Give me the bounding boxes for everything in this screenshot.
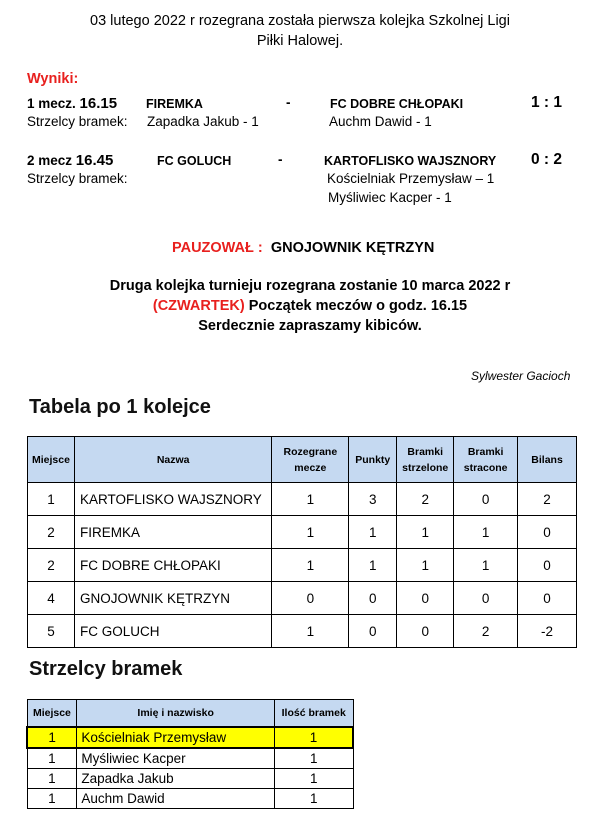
conceded-cell: 0	[454, 582, 518, 615]
match2-score: 0 : 2	[531, 151, 563, 168]
header-name: Nazwa	[74, 437, 271, 483]
match1-score: 1 : 1	[531, 94, 563, 111]
match2-scorer-2: Myśliwiec Kacper - 1	[328, 190, 452, 205]
header-place: Miejsce	[27, 700, 77, 728]
goals-cell: 1	[274, 769, 353, 789]
balance-cell: 2	[518, 483, 577, 516]
played-cell: 1	[272, 615, 349, 648]
match2-away-team: KARTOFLISKO WAJSZNORY	[324, 154, 497, 168]
scored-cell: 1	[397, 516, 454, 549]
played-cell: 1	[272, 549, 349, 582]
conceded-cell: 1	[454, 549, 518, 582]
match2-dash: -	[278, 152, 283, 167]
match1-scorers-away: Auchm Dawid - 1	[329, 114, 432, 129]
player-name-cell: Auchm Dawid	[77, 789, 275, 809]
team-name-cell: FIREMKA	[74, 516, 271, 549]
place-cell: 1	[28, 483, 75, 516]
table-row	[28, 615, 577, 648]
place-cell: 2	[28, 516, 75, 549]
announcement-line-2: (CZWARTEK) Początek meczów o godz. 16.15	[152, 298, 468, 314]
scored-cell: 2	[397, 483, 454, 516]
points-cell: 3	[349, 483, 397, 516]
place-cell: 4	[28, 582, 75, 615]
place-cell: 1	[27, 789, 77, 809]
header-scored: Bramki strzelone	[397, 437, 454, 483]
points-cell: 1	[349, 516, 397, 549]
table-row	[28, 483, 577, 516]
points-cell: 1	[349, 549, 397, 582]
goals-cell: 1	[274, 789, 353, 809]
match1-scorers-label: Strzelcy bramek:	[27, 114, 128, 129]
header-points: Punkty	[349, 437, 397, 483]
place-cell: 1	[27, 748, 77, 769]
match1-scorers-home: Zapadka Jakub - 1	[147, 114, 259, 129]
announcement-line-1: Druga kolejka turnieju rozegrana zostanie 10 marca 2022 r	[109, 278, 511, 294]
place-cell: 2	[28, 549, 75, 582]
conceded-cell: 0	[454, 483, 518, 516]
standings-header-row	[28, 437, 577, 483]
match2-scorers-label: Strzelcy bramek:	[27, 171, 128, 186]
player-name-cell: Zapadka Jakub	[77, 769, 275, 789]
signature: Sylwester Gacioch	[471, 369, 571, 383]
scored-cell: 0	[397, 615, 454, 648]
table-row	[28, 516, 577, 549]
match1-label: 1 mecz. 16.15	[27, 95, 118, 112]
header-played: Rozegrane mecze	[272, 437, 349, 483]
place-cell: 5	[28, 615, 75, 648]
table-row	[28, 582, 577, 615]
standings-table	[27, 436, 577, 648]
place-cell: 1	[27, 727, 77, 748]
pause-team: GNOJOWNIK KĘTRZYN	[270, 240, 435, 256]
announcement-day: (CZWARTEK)	[152, 298, 245, 314]
balance-cell: 0	[518, 516, 577, 549]
player-name-cell: Myśliwiec Kacper	[77, 748, 275, 769]
header-conceded: Bramki stracone	[454, 437, 518, 483]
match1-away-team: FC DOBRE CHŁOPAKI	[330, 97, 464, 111]
scored-cell: 1	[397, 549, 454, 582]
header-goals: Ilość bramek	[274, 700, 353, 728]
points-cell: 0	[349, 615, 397, 648]
played-cell: 1	[272, 516, 349, 549]
scorers-header-row	[27, 700, 353, 728]
scored-cell: 0	[397, 582, 454, 615]
conceded-cell: 2	[454, 615, 518, 648]
table-row	[27, 789, 353, 809]
announcement-line-3: Serdecznie zapraszamy kibiców.	[198, 318, 422, 334]
balance-cell: -2	[518, 615, 577, 648]
match2-home-team: FC GOLUCH	[157, 154, 232, 168]
header-balance: Bilans	[518, 437, 577, 483]
played-cell: 0	[272, 582, 349, 615]
team-name-cell: KARTOFLISKO WAJSZNORY	[74, 483, 271, 516]
standings-title: Tabela po 1 kolejce	[29, 396, 211, 418]
table-row-highlighted	[27, 727, 353, 748]
match1-home-team: FIREMKA	[146, 97, 203, 111]
team-name-cell: GNOJOWNIK KĘTRZYN	[74, 582, 271, 615]
intro-line-1: 03 lutego 2022 r rozegrana została pierwsza kolejka Szkolnej Ligi	[90, 13, 510, 29]
scorers-title: Strzelcy bramek	[29, 658, 183, 680]
goals-cell: 1	[274, 727, 353, 748]
goals-cell: 1	[274, 748, 353, 769]
intro-line-2: Piłki Halowej.	[256, 33, 344, 49]
player-name-cell: Kościelniak Przemysław	[77, 727, 275, 748]
scorers-table	[26, 699, 354, 809]
place-cell: 1	[27, 769, 77, 789]
match2-scorer-1: Kościelniak Przemysław – 1	[327, 171, 495, 186]
match2-label: 2 mecz 16.45	[27, 152, 114, 169]
pause-label: PAUZOWAŁ :	[172, 240, 263, 256]
results-heading: Wyniki:	[27, 71, 79, 87]
table-row	[27, 748, 353, 769]
pause-line	[172, 240, 434, 256]
match1-dash: -	[286, 95, 291, 110]
points-cell: 0	[349, 582, 397, 615]
table-row	[27, 769, 353, 789]
header-player-name: Imię i nazwisko	[77, 700, 275, 728]
team-name-cell: FC DOBRE CHŁOPAKI	[74, 549, 271, 582]
played-cell: 1	[272, 483, 349, 516]
header-place: Miejsce	[28, 437, 75, 483]
table-row	[28, 549, 577, 582]
team-name-cell: FC GOLUCH	[74, 615, 271, 648]
balance-cell: 0	[518, 549, 577, 582]
balance-cell: 0	[518, 582, 577, 615]
conceded-cell: 1	[454, 516, 518, 549]
